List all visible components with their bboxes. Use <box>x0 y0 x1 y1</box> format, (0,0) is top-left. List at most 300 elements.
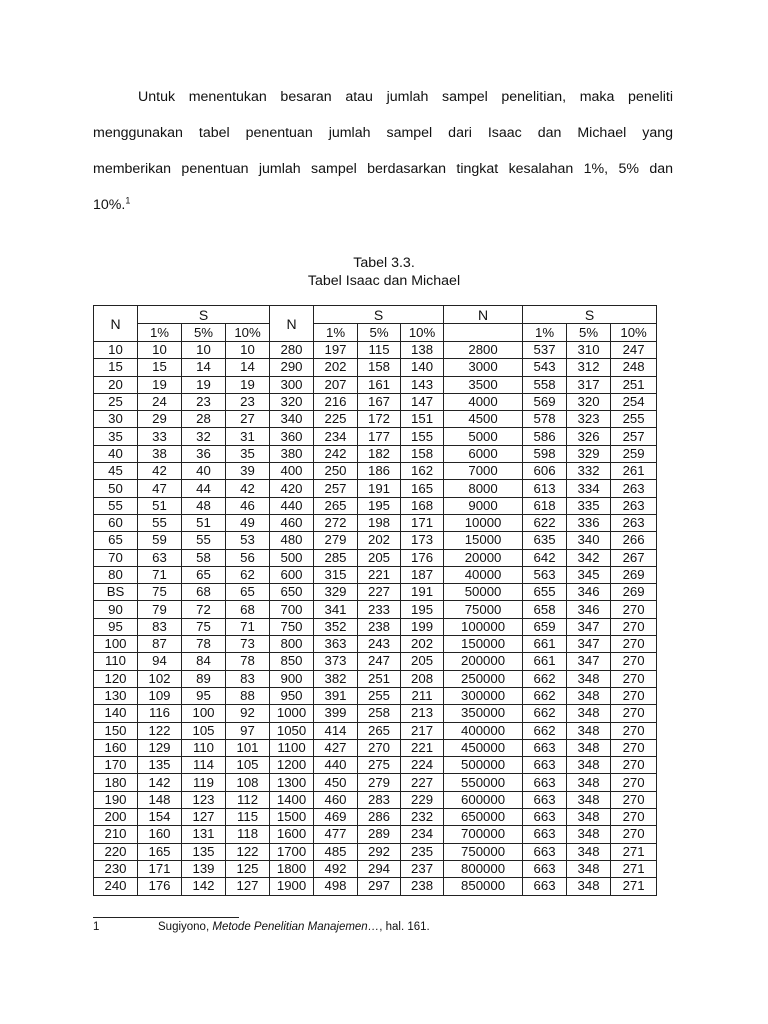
table-cell: 662 <box>523 670 567 687</box>
table-cell: 105 <box>226 757 270 774</box>
table-cell: 290 <box>270 359 314 376</box>
table-row <box>94 774 657 791</box>
table-cell: 227 <box>401 774 444 791</box>
table-cell: 95 <box>94 618 138 635</box>
table-cell: 19 <box>182 376 226 393</box>
table-cell: 15 <box>94 359 138 376</box>
table-cell: 1700 <box>270 843 314 860</box>
table-cell: 1900 <box>270 878 314 895</box>
table-cell: 270 <box>611 705 657 722</box>
table-row <box>94 480 657 497</box>
table-cell: 342 <box>567 549 611 566</box>
table-cell: 5000 <box>444 428 523 445</box>
table-cell: 613 <box>523 480 567 497</box>
table-cell: 115 <box>226 809 270 826</box>
table-cell: 36 <box>182 445 226 462</box>
table-cell: 1050 <box>270 722 314 739</box>
table-cell: 348 <box>567 722 611 739</box>
table-cell: 97 <box>226 722 270 739</box>
table-cell: 56 <box>226 549 270 566</box>
table-cell: 154 <box>138 809 182 826</box>
table-cell: 100000 <box>444 618 523 635</box>
table-cell: 550000 <box>444 774 523 791</box>
table-cell: 9000 <box>444 497 523 514</box>
table-cell: 27 <box>226 411 270 428</box>
paragraph-line-3: memberikan penentuan jumlah sampel berdasarkan tingkat kesalahan 1%, 5% dan <box>93 161 673 177</box>
table-cell: 269 <box>611 566 657 583</box>
table-row <box>94 860 657 877</box>
table-cell: 202 <box>358 532 401 549</box>
table-cell: 233 <box>358 601 401 618</box>
table-cell: 440 <box>314 757 358 774</box>
table-cell: 42 <box>138 463 182 480</box>
table-cell: 1100 <box>270 739 314 756</box>
table-cell: 158 <box>401 445 444 462</box>
table-cell: 94 <box>138 653 182 670</box>
table-cell: 622 <box>523 514 567 531</box>
table-row <box>94 705 657 722</box>
table-cell: 95 <box>182 687 226 704</box>
table-cell: 62 <box>226 566 270 583</box>
table-cell: 270 <box>611 618 657 635</box>
table-cell: 213 <box>401 705 444 722</box>
table-cell: 266 <box>611 532 657 549</box>
table-cell: 275 <box>358 757 401 774</box>
header-pct: 5% <box>567 324 611 342</box>
table-cell: 63 <box>138 549 182 566</box>
table-cell: 662 <box>523 705 567 722</box>
table-cell: 663 <box>523 791 567 808</box>
table-cell: 348 <box>567 826 611 843</box>
table-cell: 55 <box>182 532 226 549</box>
table-cell: 279 <box>358 774 401 791</box>
table-cell: 280 <box>270 342 314 359</box>
table-cell: 38 <box>138 445 182 462</box>
table-cell: 100 <box>94 636 138 653</box>
table-cell: 348 <box>567 774 611 791</box>
table-cell: 55 <box>138 514 182 531</box>
table-cell: 170 <box>94 757 138 774</box>
table-cell: 205 <box>401 653 444 670</box>
table-cell: 263 <box>611 497 657 514</box>
header-pct: 10% <box>611 324 657 342</box>
table-cell: 289 <box>358 826 401 843</box>
table-cell: 122 <box>226 843 270 860</box>
table-cell: 53 <box>226 532 270 549</box>
table-cell: 1200 <box>270 757 314 774</box>
paragraph-line-2: menggunakan tabel penentuan jumlah sampel dari Isaac dan Michael yang <box>93 125 673 141</box>
table-cell: 543 <box>523 359 567 376</box>
table-cell: 87 <box>138 636 182 653</box>
table-cell: 700000 <box>444 826 523 843</box>
table-cell: 2800 <box>444 342 523 359</box>
table-cell: 10 <box>182 342 226 359</box>
table-cell: 270 <box>358 739 401 756</box>
table-cell: 537 <box>523 342 567 359</box>
table-cell: 114 <box>182 757 226 774</box>
footnote-rule <box>93 917 239 918</box>
table-cell: 83 <box>226 670 270 687</box>
table-cell: 1400 <box>270 791 314 808</box>
table-cell: 40000 <box>444 566 523 583</box>
header-pct: 5% <box>182 324 226 342</box>
table-cell: 7000 <box>444 463 523 480</box>
table-cell: 662 <box>523 722 567 739</box>
table-cell: 263 <box>611 514 657 531</box>
table-cell: 14 <box>182 359 226 376</box>
table-cell: 427 <box>314 739 358 756</box>
table-cell: 180 <box>94 774 138 791</box>
table-cell: 167 <box>358 393 401 410</box>
table-cell: 243 <box>358 636 401 653</box>
table-cell: 15 <box>138 359 182 376</box>
table-row <box>94 393 657 410</box>
table-cell: 363 <box>314 636 358 653</box>
table-cell: 78 <box>226 653 270 670</box>
table-cell: 270 <box>611 739 657 756</box>
table-cell: 32 <box>182 428 226 445</box>
table-cell: 83 <box>138 618 182 635</box>
table-number: Tabel 3.3. <box>353 255 415 271</box>
table-cell: 265 <box>358 722 401 739</box>
table-cell: 187 <box>401 566 444 583</box>
table-cell: 346 <box>567 584 611 601</box>
table-cell: 600 <box>270 566 314 583</box>
table-cell: 270 <box>611 670 657 687</box>
table-cell: 75 <box>182 618 226 635</box>
table-cell: 182 <box>358 445 401 462</box>
table-row <box>94 722 657 739</box>
table-cell: 110 <box>94 653 138 670</box>
table-cell: 75000 <box>444 601 523 618</box>
table-cell: 400 <box>270 463 314 480</box>
table-cell: 50000 <box>444 584 523 601</box>
table-cell: 270 <box>611 757 657 774</box>
table-cell: 265 <box>314 497 358 514</box>
header-n-3: N <box>444 306 523 324</box>
table-row <box>94 618 657 635</box>
header-pct: 10% <box>226 324 270 342</box>
table-cell: 1800 <box>270 860 314 877</box>
table-cell: 150000 <box>444 636 523 653</box>
table-cell: 79 <box>138 601 182 618</box>
table-row <box>94 549 657 566</box>
table-cell: BS <box>94 584 138 601</box>
table-cell: 42 <box>226 480 270 497</box>
table-row <box>94 514 657 531</box>
table-cell: 270 <box>611 809 657 826</box>
table-cell: 606 <box>523 463 567 480</box>
table-cell: 373 <box>314 653 358 670</box>
table-cell: 45 <box>94 463 138 480</box>
table-cell: 348 <box>567 757 611 774</box>
table-cell: 105 <box>182 722 226 739</box>
table-cell: 20000 <box>444 549 523 566</box>
table-cell: 33 <box>138 428 182 445</box>
table-cell: 237 <box>401 860 444 877</box>
table-cell: 360 <box>270 428 314 445</box>
table-cell: 162 <box>401 463 444 480</box>
table-cell: 205 <box>358 549 401 566</box>
table-cell: 40 <box>182 463 226 480</box>
table-cell: 142 <box>182 878 226 895</box>
table-cell: 30 <box>94 411 138 428</box>
table-row <box>94 809 657 826</box>
table-cell: 70 <box>94 549 138 566</box>
table-cell: 348 <box>567 670 611 687</box>
table-cell: 272 <box>314 514 358 531</box>
table-cell: 598 <box>523 445 567 462</box>
table-cell: 3500 <box>444 376 523 393</box>
table-cell: 150 <box>94 722 138 739</box>
table-row <box>94 532 657 549</box>
table-cell: 348 <box>567 878 611 895</box>
table-cell: 46 <box>226 497 270 514</box>
table-cell: 195 <box>358 497 401 514</box>
table-cell: 347 <box>567 618 611 635</box>
table-cell: 270 <box>611 791 657 808</box>
table-title: Tabel Isaac dan Michael <box>307 273 461 289</box>
table-cell: 662 <box>523 687 567 704</box>
table-row <box>94 411 657 428</box>
table-cell: 440 <box>270 497 314 514</box>
table-cell: 24 <box>138 393 182 410</box>
paragraph-line-4-text: 10%. <box>93 197 126 213</box>
table-cell: 1500 <box>270 809 314 826</box>
table-cell: 326 <box>567 428 611 445</box>
table-cell: 294 <box>358 860 401 877</box>
table-cell: 221 <box>401 739 444 756</box>
table-cell: 210 <box>94 826 138 843</box>
table-cell: 143 <box>401 376 444 393</box>
table-cell: 334 <box>567 480 611 497</box>
table-cell: 127 <box>226 878 270 895</box>
table-cell: 73 <box>226 636 270 653</box>
table-cell: 198 <box>358 514 401 531</box>
table-cell: 658 <box>523 601 567 618</box>
table-cell: 270 <box>611 774 657 791</box>
table-cell: 950 <box>270 687 314 704</box>
header-s-2: S <box>314 306 444 324</box>
table-cell: 400000 <box>444 722 523 739</box>
table-header-row-1 <box>94 306 657 324</box>
table-cell: 165 <box>138 843 182 860</box>
table-cell: 229 <box>401 791 444 808</box>
table-cell: 23 <box>182 393 226 410</box>
table-cell: 135 <box>182 843 226 860</box>
table-cell: 238 <box>401 878 444 895</box>
table-cell: 176 <box>401 549 444 566</box>
table-cell: 10000 <box>444 514 523 531</box>
table-cell: 350000 <box>444 705 523 722</box>
table-cell: 171 <box>138 860 182 877</box>
table-cell: 39 <box>226 463 270 480</box>
table-cell: 211 <box>401 687 444 704</box>
table-cell: 492 <box>314 860 358 877</box>
table-cell: 800 <box>270 636 314 653</box>
table-cell: 14 <box>226 359 270 376</box>
table-cell: 320 <box>567 393 611 410</box>
table-cell: 335 <box>567 497 611 514</box>
table-cell: 270 <box>611 722 657 739</box>
table-cell: 348 <box>567 705 611 722</box>
table-cell: 172 <box>358 411 401 428</box>
table-cell: 110 <box>182 739 226 756</box>
table-cell: 380 <box>270 445 314 462</box>
table-cell: 563 <box>523 566 567 583</box>
table-cell: 60 <box>94 514 138 531</box>
table-cell: 6000 <box>444 445 523 462</box>
table-cell: 348 <box>567 739 611 756</box>
table-cell: 199 <box>401 618 444 635</box>
table-cell: 340 <box>567 532 611 549</box>
table-cell: 663 <box>523 878 567 895</box>
table-cell: 240 <box>94 878 138 895</box>
table-cell: 300 <box>270 376 314 393</box>
table-cell: 414 <box>314 722 358 739</box>
table-cell: 659 <box>523 618 567 635</box>
table-cell: 31 <box>226 428 270 445</box>
table-cell: 469 <box>314 809 358 826</box>
table-cell: 35 <box>94 428 138 445</box>
table-cell: 65 <box>226 584 270 601</box>
table-cell: 217 <box>401 722 444 739</box>
table-cell: 850000 <box>444 878 523 895</box>
table-cell: 160 <box>94 739 138 756</box>
table-cell: 125 <box>226 860 270 877</box>
table-cell: 578 <box>523 411 567 428</box>
table-cell: 270 <box>611 601 657 618</box>
table-cell: 220 <box>94 843 138 860</box>
table-cell: 139 <box>182 860 226 877</box>
table-cell: 271 <box>611 860 657 877</box>
isaac-michael-table <box>93 305 657 896</box>
table-cell: 15000 <box>444 532 523 549</box>
table-cell: 663 <box>523 774 567 791</box>
table-cell: 101 <box>226 739 270 756</box>
table-cell: 10 <box>94 342 138 359</box>
table-cell: 267 <box>611 549 657 566</box>
table-cell: 329 <box>567 445 611 462</box>
table-cell: 195 <box>401 601 444 618</box>
table-cell: 51 <box>182 514 226 531</box>
table-row <box>94 653 657 670</box>
header-pct: 10% <box>401 324 444 342</box>
table-cell: 88 <box>226 687 270 704</box>
table-cell: 80 <box>94 566 138 583</box>
table-cell: 271 <box>611 843 657 860</box>
table-cell: 498 <box>314 878 358 895</box>
table-cell: 750 <box>270 618 314 635</box>
table-cell: 297 <box>358 878 401 895</box>
table-row <box>94 636 657 653</box>
table-cell: 347 <box>567 636 611 653</box>
table-cell: 255 <box>611 411 657 428</box>
table-cell: 68 <box>226 601 270 618</box>
table-cell: 270 <box>611 826 657 843</box>
table-cell: 336 <box>567 514 611 531</box>
table-row <box>94 359 657 376</box>
table-row <box>94 497 657 514</box>
table-cell: 200000 <box>444 653 523 670</box>
table-cell: 348 <box>567 860 611 877</box>
table-cell: 129 <box>138 739 182 756</box>
table-cell: 259 <box>611 445 657 462</box>
table-cell: 618 <box>523 497 567 514</box>
table-cell: 3000 <box>444 359 523 376</box>
table-cell: 255 <box>358 687 401 704</box>
table-cell: 10 <box>138 342 182 359</box>
table-cell: 261 <box>611 463 657 480</box>
table-cell: 123 <box>182 791 226 808</box>
table-cell: 65 <box>94 532 138 549</box>
table-cell: 191 <box>358 480 401 497</box>
table-cell: 420 <box>270 480 314 497</box>
table-cell: 161 <box>358 376 401 393</box>
table-cell: 216 <box>314 393 358 410</box>
table-cell: 119 <box>182 774 226 791</box>
table-cell: 341 <box>314 601 358 618</box>
table-row <box>94 687 657 704</box>
table-cell: 346 <box>567 601 611 618</box>
table-cell: 642 <box>523 549 567 566</box>
table-cell: 558 <box>523 376 567 393</box>
table-cell: 112 <box>226 791 270 808</box>
table-cell: 271 <box>611 878 657 895</box>
table-row <box>94 428 657 445</box>
table-cell: 250000 <box>444 670 523 687</box>
table-cell: 158 <box>358 359 401 376</box>
header-pct: 5% <box>358 324 401 342</box>
footnote-reference[interactable]: 1 <box>125 195 131 206</box>
table-cell: 270 <box>611 636 657 653</box>
header-pct: 1% <box>523 324 567 342</box>
table-cell: 900 <box>270 670 314 687</box>
table-cell: 312 <box>567 359 611 376</box>
table-cell: 51 <box>138 497 182 514</box>
table-cell: 263 <box>611 480 657 497</box>
table-cell: 348 <box>567 809 611 826</box>
table-cell: 109 <box>138 687 182 704</box>
table-row <box>94 826 657 843</box>
table-cell: 391 <box>314 687 358 704</box>
table-cell: 663 <box>523 860 567 877</box>
table-cell: 71 <box>226 618 270 635</box>
table-cell: 655 <box>523 584 567 601</box>
table-cell: 100 <box>182 705 226 722</box>
table-cell: 345 <box>567 566 611 583</box>
table-cell: 92 <box>226 705 270 722</box>
table-cell: 600000 <box>444 791 523 808</box>
table-cell: 257 <box>314 480 358 497</box>
table-cell: 115 <box>358 342 401 359</box>
table-cell: 140 <box>94 705 138 722</box>
table-cell: 19 <box>226 376 270 393</box>
table-row <box>94 566 657 583</box>
table-cell: 663 <box>523 826 567 843</box>
table-body <box>94 342 657 896</box>
table-cell: 75 <box>138 584 182 601</box>
table-cell: 8000 <box>444 480 523 497</box>
table-cell: 477 <box>314 826 358 843</box>
header-empty <box>444 324 523 342</box>
table-cell: 171 <box>401 514 444 531</box>
table-cell: 59 <box>138 532 182 549</box>
table-cell: 352 <box>314 618 358 635</box>
header-s-3: S <box>523 306 657 324</box>
table-cell: 663 <box>523 809 567 826</box>
table-cell: 235 <box>401 843 444 860</box>
